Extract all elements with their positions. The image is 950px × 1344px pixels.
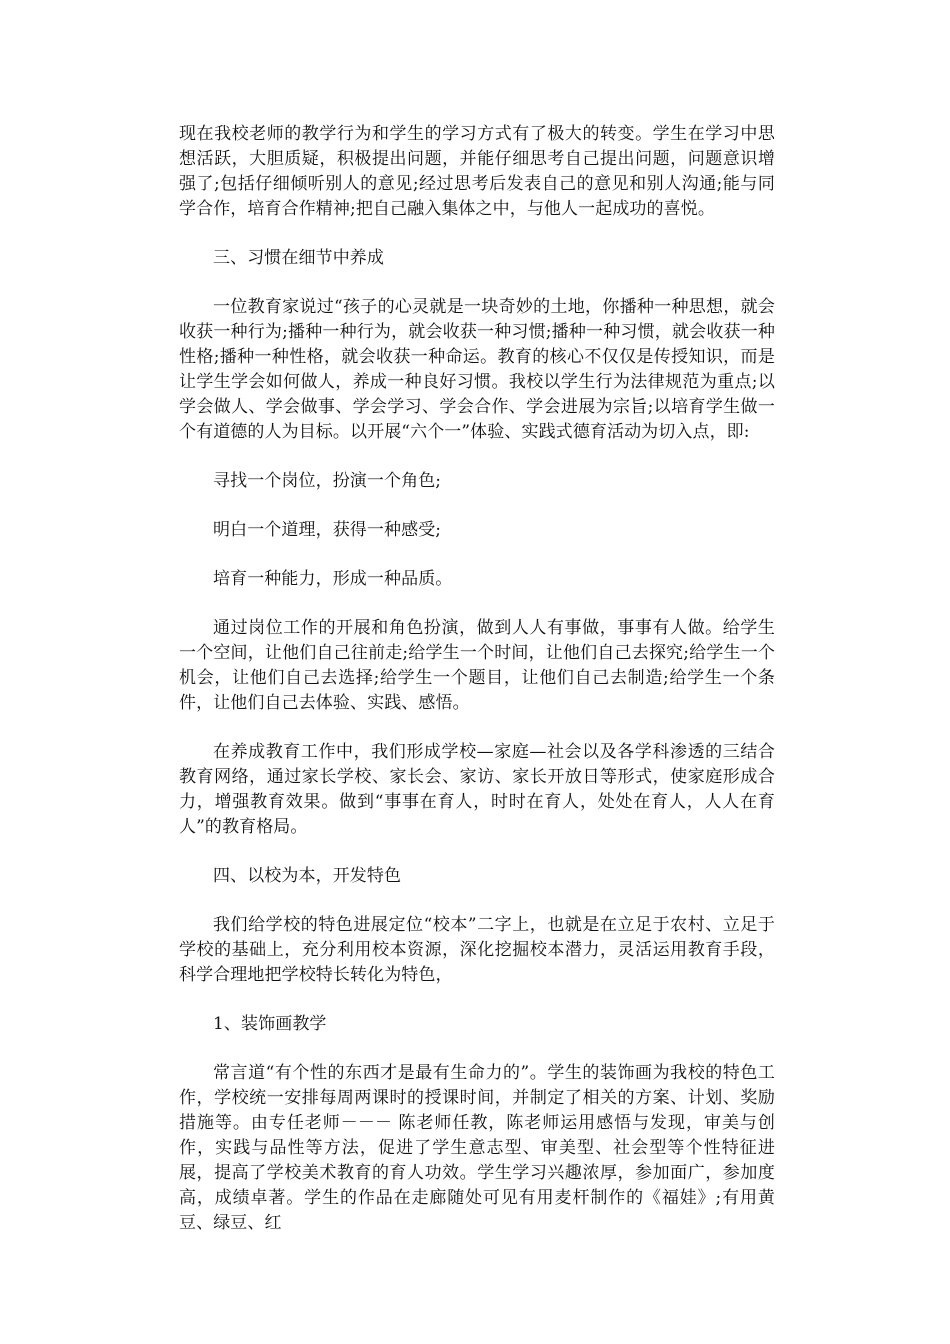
paragraph-list-item: 培育一种能力，形成一种品质。 <box>213 569 453 589</box>
paragraph-role-play: 通过岗位工作的开展和角色扮演，做到人人有事做，事事有人做。给学生一个空间，让他们自己往前走;给学生一个时间，让他们自己去探究;给学生一个机会，让他们自己去选择;给学生一个题目，让他们自己去制造;给学生一个条件，让他们自己去体验、实践、感悟。 <box>179 618 775 713</box>
paragraph-list-item: 寻找一个岗位，扮演一个角色; <box>213 471 442 491</box>
section-heading-habits: 三、习惯在细节中养成 <box>213 248 384 268</box>
subsection-heading-decorative-painting: 1、装饰画教学 <box>213 1014 327 1034</box>
section-heading-school-based: 四、以校为本，开发特色 <box>213 866 402 886</box>
paragraph-education-network: 在养成教育工作中，我们形成学校—家庭—社会以及各学科渗透的三结合教育网络，通过家长学校、家长会、家访、家长开放日等形式，使家庭形成合力，增强教育效果。做到“事事在育人，时时在育人，处处在育人，人人在育人”的教育格局。 <box>179 742 775 837</box>
paragraph-educator-quote: 一位教育家说过“孩子的心灵就是一块奇妙的土地，你播种一种思想，就会收获一种行为;播种一种行为，就会收获一种习惯;播种一种习惯，就会收获一种性格;播种一种性格，就会收获一种命运。教育的核心不仅仅是传授知识，而是让学生学会如何做人，养成一种良好习惯。我校以学生行为法律规范为重点;以学会做人、学会做事、学会学习、学会合作、学会进展为宗旨;以培育学生做一个有道德的人为目标。以开展“六个一”体验、实践式德育活动为切入点，即: <box>179 297 775 442</box>
paragraph-list-item: 明白一个道理，获得一种感受; <box>213 520 442 540</box>
paragraph-decorative-painting: 常言道“有个性的东西才是最有生命力的”。学生的装饰画为我校的特色工作，学校统一安排每周两课时的授课时间，并制定了相关的方案、计划、奖励措施等。由专任老师－－－ 陈老师任教，陈老师运用感悟与发现，审美与创作，实践与品性等方法，促进了学生意志型、审美型、社会型等个性特征进展，提高了学校美术教育的育人功效。学生学习兴趣浓厚，参加面广，参加度高，成绩卓著。学生的作品在走廊随处可见有用麦杆制作的《福娃》;有用黄豆、绿豆、红 <box>179 1063 775 1233</box>
paragraph-intro: 现在我校老师的教学行为和学生的学习方式有了极大的转变。学生在学习中思想活跃，大胆质疑，积极提出问题，并能仔细思考自己提出问题，问题意识增强了;包括仔细倾听别人的意见;经过思考后发表自己的意见和别人沟通;能与同学合作，培育合作精神;把自己融入集体之中，与他人一起成功的喜悦。 <box>179 124 775 219</box>
paragraph-school-positioning: 我们给学校的特色进展定位“校本”二字上，也就是在立足于农村、立足于学校的基础上，充分利用校本资源，深化挖掘校本潜力，灵活运用教育手段，科学合理地把学校特长转化为特色， <box>179 915 775 985</box>
document-body <box>179 122 775 1260</box>
